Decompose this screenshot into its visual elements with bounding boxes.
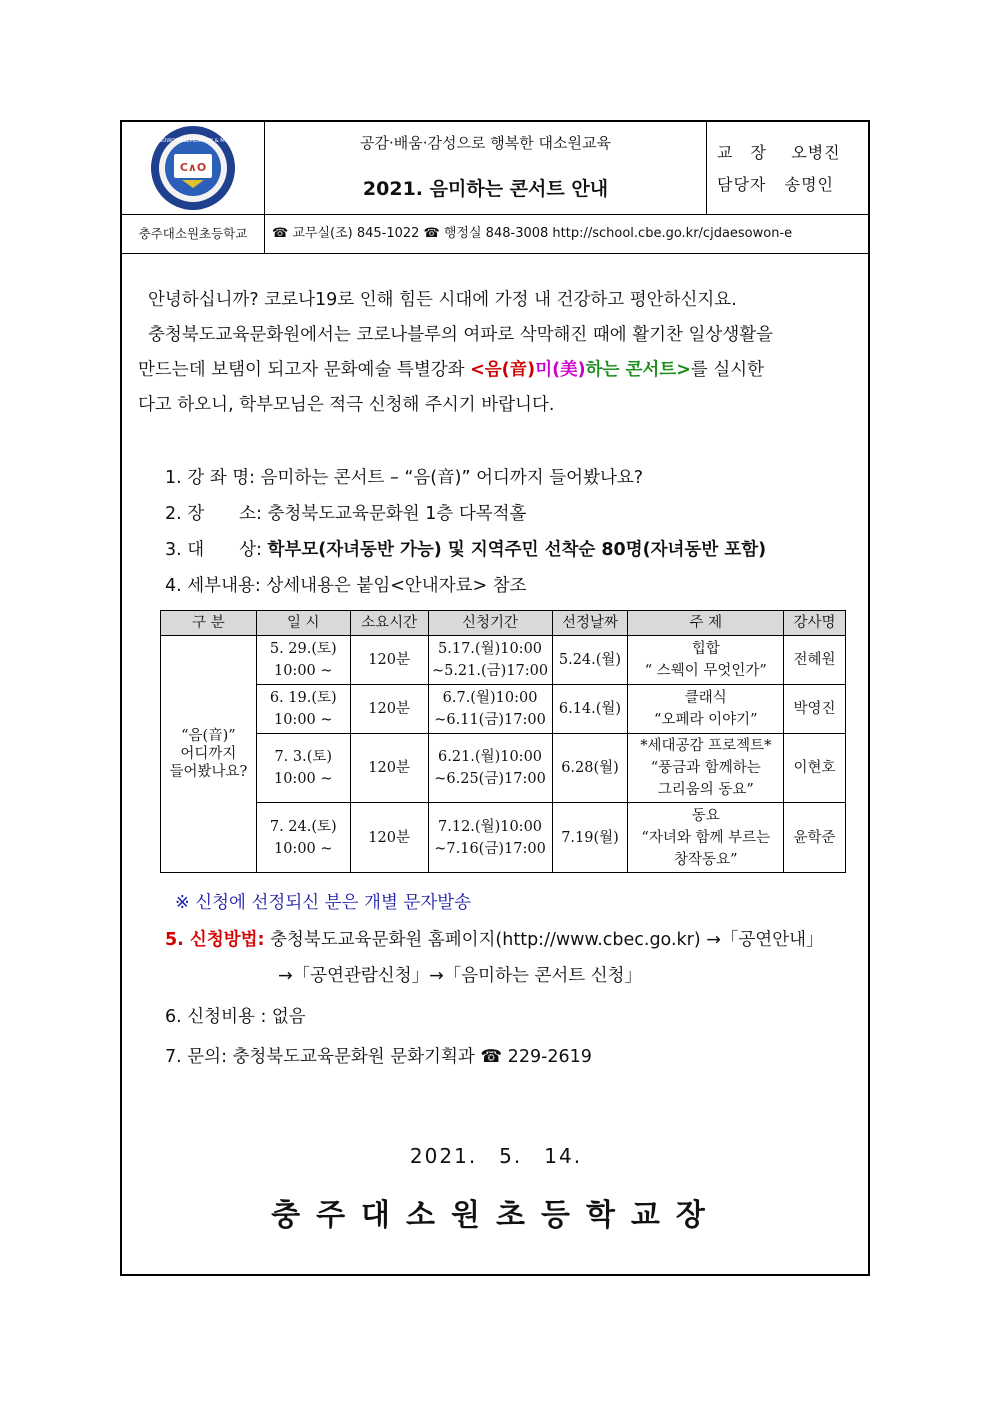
period-cell: 7.12.(월)10:00 ~7.16(금)17:00 xyxy=(428,803,552,873)
school-emblem-icon xyxy=(122,122,264,214)
header-period: 신청기간 xyxy=(428,611,552,636)
datetime-cell: 6. 19.(토) 10:00 ~ xyxy=(256,685,350,734)
svg-text:C∧O: C∧O xyxy=(179,161,207,174)
datetime-cell: 5. 29.(토) 10:00 ~ xyxy=(256,636,350,685)
header-table xyxy=(122,122,868,215)
school-logo-cell xyxy=(122,122,265,214)
item-target xyxy=(165,536,766,561)
intro-line-4: 다고 하오니, 학부모님은 적극 신청해 주시기 바랍니다. xyxy=(138,395,555,415)
document-title: 2021. 음미하는 콘서트 안내 xyxy=(362,178,609,200)
intro-line-3-pre: 만드는데 보탬이 되고자 문화예술 특별강좌 xyxy=(138,360,471,380)
intro-line-3 xyxy=(138,356,764,381)
motto: 공감·배움·감성으로 행복한 대소원교육 xyxy=(360,134,611,152)
title-cell xyxy=(265,122,707,214)
duration-cell: 120분 xyxy=(350,803,428,873)
contact-info: ☎ 교무실(조) 845-1022 ☎ 행정실 848-3008 http://school.cbe.go.kr/cjdaesowon-e xyxy=(272,226,793,241)
item-location: 2. 장 소: 충청북도교육문화원 1층 다목적홀 xyxy=(165,504,527,524)
lecturer-cell: 윤학준 xyxy=(784,803,846,873)
svg-text:CHUNGJU DAESOWON ELEMENTARY &: CHUNGJU DAESOWON ELEMENTARY & MIDDLE SCHOOL xyxy=(123,138,263,144)
concert-title-a: <음(音) xyxy=(470,360,536,380)
school-name: 충주대소원초등학교 xyxy=(122,215,265,253)
selected-cell: 6.28(월) xyxy=(552,734,628,803)
table-row xyxy=(161,685,846,734)
table-row xyxy=(161,803,846,873)
schedule-table xyxy=(160,610,846,873)
selected-cell: 5.24.(월) xyxy=(552,636,628,685)
topic-cell: 힙합 “ 스웩이 무엇인가” xyxy=(628,636,784,685)
header-lecturer: 강사명 xyxy=(784,611,846,636)
cost-item: 6. 신청비용 : 없음 xyxy=(165,1007,306,1027)
header-selected: 선정날짜 xyxy=(552,611,628,636)
principal-row xyxy=(717,140,841,163)
duration-cell: 120분 xyxy=(350,734,428,803)
header-topic: 주 제 xyxy=(628,611,784,636)
period-cell: 6.21.(월)10:00 ~6.25(금)17:00 xyxy=(428,734,552,803)
topic-cell: 동요 “자녀와 함께 부르는 창작동요” xyxy=(628,803,784,873)
header-duration: 소요시간 xyxy=(350,611,428,636)
manager-name: 송명인 xyxy=(784,175,835,194)
datetime-cell: 7. 3.(토) 10:00 ~ xyxy=(256,734,350,803)
issue-date: 2021. 5. 14. xyxy=(409,1144,583,1168)
table-header-row xyxy=(161,611,846,636)
signature-cell xyxy=(707,122,868,214)
lecturer-cell: 전혜원 xyxy=(784,636,846,685)
duration-cell: 120분 xyxy=(350,685,428,734)
concert-title-b: 미(美) xyxy=(535,360,586,380)
intro-line-3-post: 를 실시한 xyxy=(690,360,765,380)
closing-signature: 충주대소원초등학교장 xyxy=(271,1198,721,1233)
period-cell: 6.7.(월)10:00 ~6.11(금)17:00 xyxy=(428,685,552,734)
category-cell: “음(音)” 어디까지 들어봤나요? xyxy=(161,636,257,873)
manager-label: 담당자 xyxy=(717,175,767,194)
apply-method xyxy=(165,926,824,951)
selection-notice: ※ 신청에 선정되신 분은 개별 문자발송 xyxy=(175,893,472,913)
item-target-value: 학부모(자녀동반 가능) 및 지역주민 선착순 80명(자녀동반 포함) xyxy=(267,540,767,560)
item-course-name: 1. 강 좌 명: 음미하는 콘서트 – “음(音)” 어디까지 들어봤나요? xyxy=(165,468,644,488)
intro-line-2: 충청북도교육문화원에서는 코로나블루의 여파로 삭막해진 때에 활기찬 일상생활을 xyxy=(148,325,774,345)
item-details: 4. 세부내용: 상세내용은 붙임<안내자료> 참조 xyxy=(165,576,527,596)
selected-cell: 6.14.(월) xyxy=(552,685,628,734)
inquiry-item: 7. 문의: 충청북도교육문화원 문화기획과 ☎ 229-2619 xyxy=(165,1047,592,1067)
contact-row xyxy=(122,215,868,254)
item-target-label: 3. 대 상: xyxy=(165,540,268,560)
period-cell: 5.17.(월)10:00 ~5.21.(금)17:00 xyxy=(428,636,552,685)
principal-label: 교 장 xyxy=(717,143,767,162)
table-row xyxy=(161,734,846,803)
table-row xyxy=(161,636,846,685)
duration-cell: 120분 xyxy=(350,636,428,685)
topic-cell: 클래식 “오페라 이야기” xyxy=(628,685,784,734)
topic-cell: *세대공감 프로젝트* “풍금과 함께하는 그리움의 동요” xyxy=(628,734,784,803)
header-category: 구 분 xyxy=(161,611,257,636)
intro-line-1: 안녕하십니까? 코로나19로 인해 힘든 시대에 가정 내 건강하고 평안하신지요. xyxy=(148,290,737,310)
apply-method-text-2: →「공연관람신청」→「음미하는 콘서트 신청」 xyxy=(278,966,643,986)
principal-name: 오병진 xyxy=(791,143,841,162)
apply-method-text-1: 충청북도교육문화원 홈페이지(http://www.cbec.go.kr) →「공연안내」 xyxy=(264,930,824,950)
datetime-cell: 7. 24.(토) 10:00 ~ xyxy=(256,803,350,873)
apply-method-label: 5. 신청방법: xyxy=(165,930,265,950)
header-datetime: 일 시 xyxy=(256,611,350,636)
manager-row xyxy=(717,172,834,195)
concert-title-c: 하는 콘서트> xyxy=(585,360,691,380)
selected-cell: 7.19(월) xyxy=(552,803,628,873)
lecturer-cell: 이현호 xyxy=(784,734,846,803)
lecturer-cell: 박영진 xyxy=(784,685,846,734)
